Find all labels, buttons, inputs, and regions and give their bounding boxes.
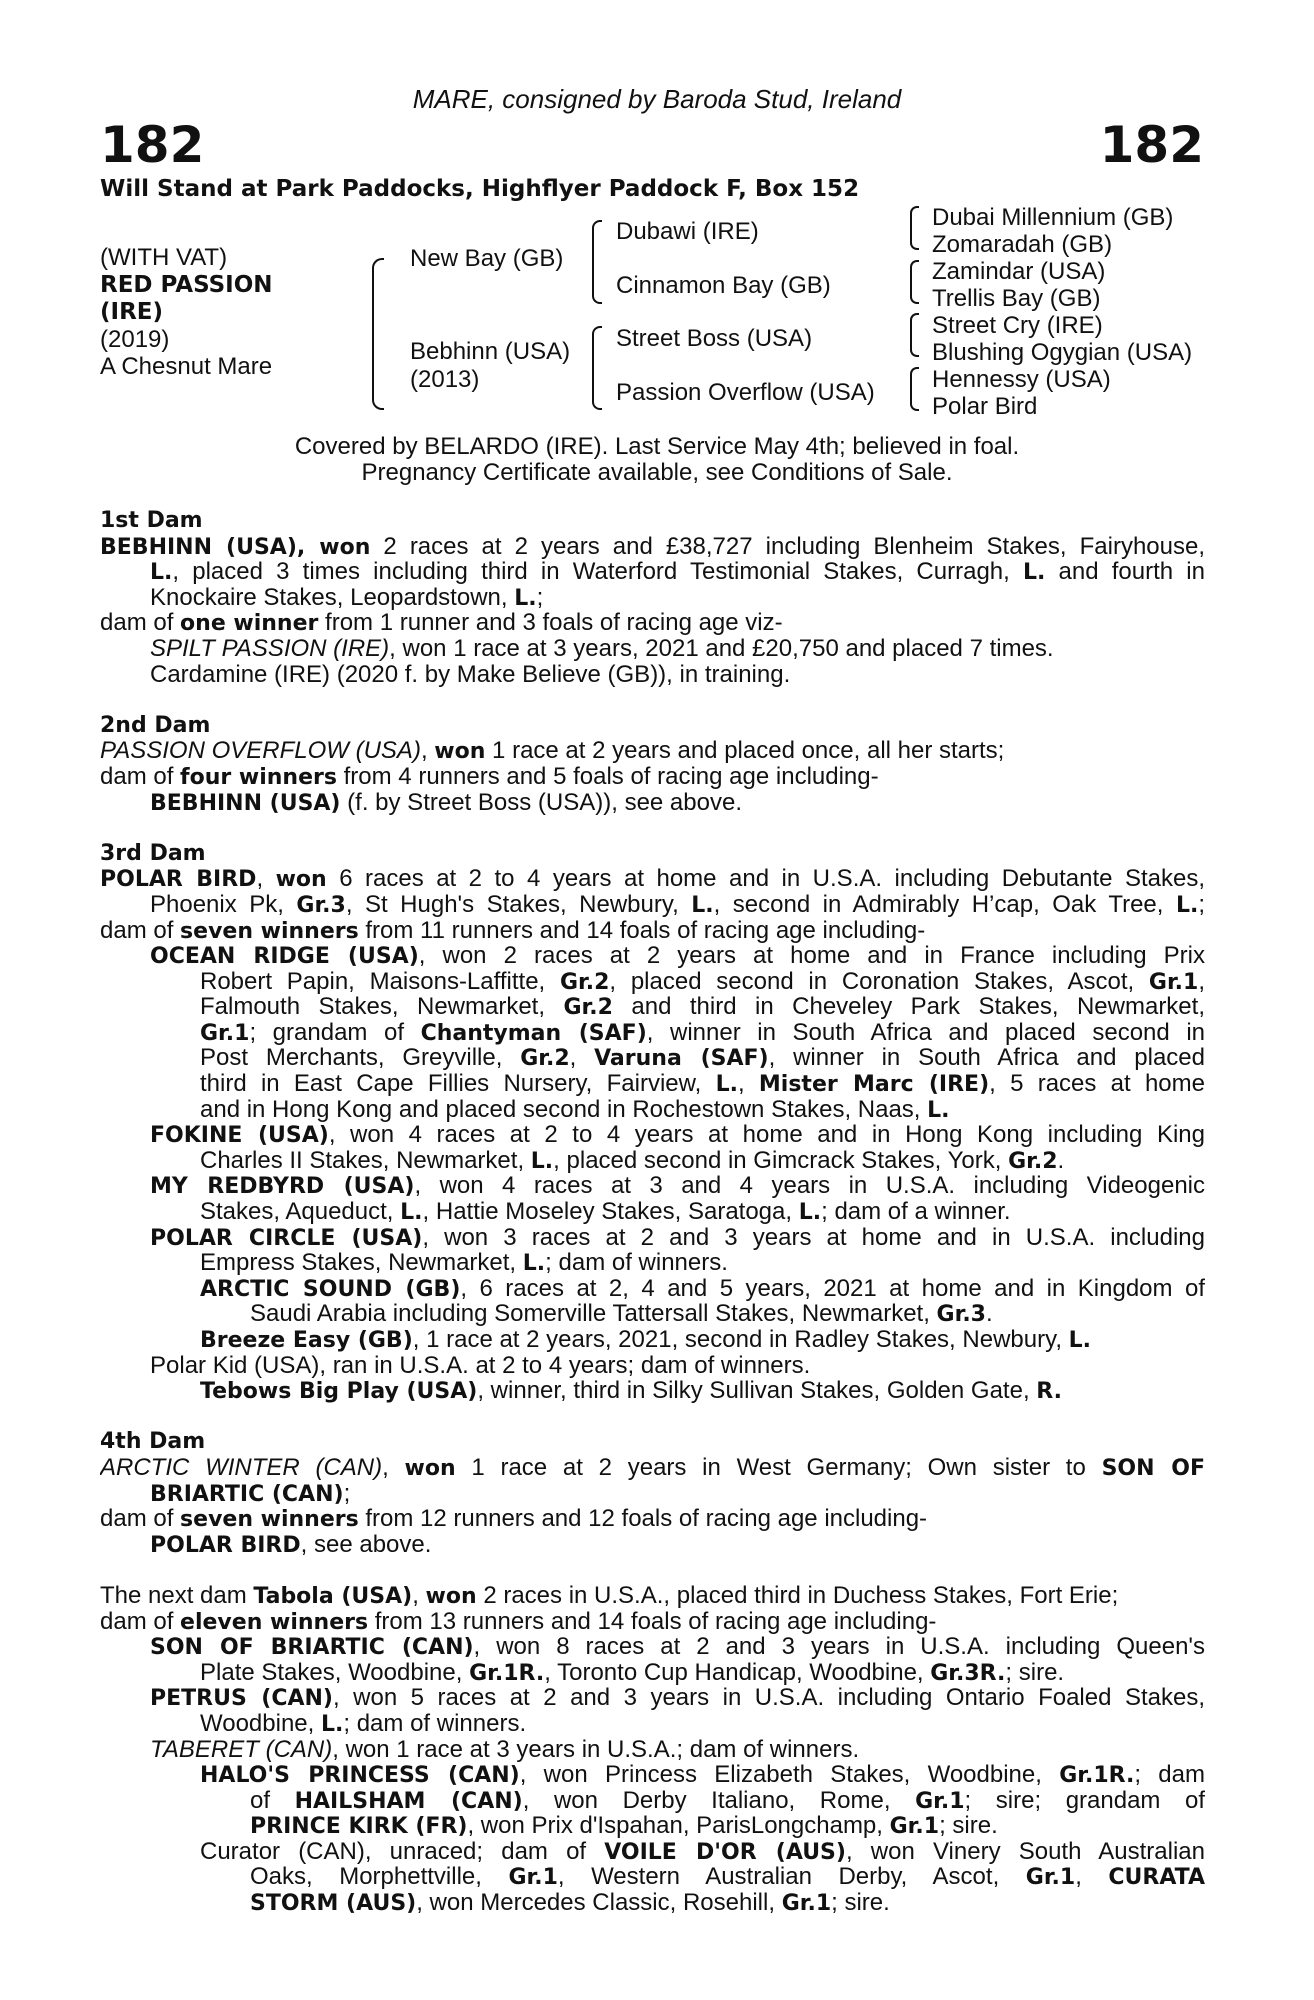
- lot-number-left: 182: [100, 116, 205, 174]
- nextdam-line: TABERET (CAN), won 1 race at 3 years in U.S.A.; dam of winners.: [150, 1736, 860, 1763]
- dam1-line: dam of one winner from 1 runner and 3 foals of racing age viz-: [100, 610, 783, 636]
- dam3-line: Phoenix Pk, Gr.3, St Hugh's Stakes, Newbury, L., second in Admirably H’cap, Oak Tree, L.;: [150, 891, 1205, 918]
- sire-sire: Dubawi (IRE): [616, 218, 759, 245]
- consigned-by: MARE, consigned by Baroda Stud, Ireland: [412, 84, 902, 114]
- horse-description: A Chesnut Mare: [100, 353, 273, 380]
- nextdam-line: Curator (CAN), unraced; dam of VOILE D'OR (AUS), won Vinery South Australian: [200, 1838, 1205, 1865]
- dam1-line: L., placed 3 times including third in Waterford Testimonial Stakes, Curragh, L. and fourth in: [150, 559, 1205, 585]
- covered-line1: Covered by BELARDO (IRE). Last Service May 4th; believed in foal.: [294, 433, 1020, 460]
- pedigree-brace-g2: [910, 260, 919, 304]
- dam-sire: Street Boss (USA): [616, 325, 813, 352]
- dam3-line: Saudi Arabia including Somerville Tattersall Stakes, Newmarket, Gr.3.: [250, 1301, 993, 1327]
- dam1-line: BEBHINN (USA), won 2 races at 2 years and £38,727 including Blenheim Stakes, Fairyhouse,: [100, 533, 1205, 560]
- dam3-line: Polar Kid (USA), ran in U.S.A. at 2 to 4 years; dam of winners.: [150, 1352, 811, 1379]
- nextdam-line: PRINCE KIRK (FR), won Prix d'Ispahan, ParisLongchamp, Gr.1; sire.: [250, 1813, 998, 1839]
- dam3-line: Stakes, Aqueduct, L., Hattie Moseley Stakes, Saratoga, L.; dam of a winner.: [200, 1199, 1011, 1225]
- dam3-line: third in East Cape Fillies Nursery, Fairview, L., Mister Marc (IRE), 5 races at home: [200, 1071, 1205, 1097]
- nextdam-line: dam of eleven winners from 13 runners and 14 foals of racing age including-: [100, 1608, 937, 1635]
- stand-location: Will Stand at Park Paddocks, Highflyer Paddock F, Box 152: [100, 176, 860, 202]
- pedigree-brace-g3: [910, 313, 919, 357]
- ancestor-1: Dubai Millennium (GB): [932, 204, 1174, 231]
- dam3-line: POLAR BIRD, won 6 races at 2 to 4 years at home and in U.S.A. including Debutante Stakes,: [100, 866, 1205, 892]
- dam3-line: Breeze Easy (GB), 1 race at 2 years, 2021, second in Radley Stakes, Newbury, L.: [200, 1327, 1092, 1353]
- nextdam-line: PETRUS (CAN), won 5 races at 2 and 3 years in U.S.A. including Ontario Foaled Stakes,: [150, 1685, 1205, 1711]
- ancestor-5: Street Cry (IRE): [932, 312, 1103, 339]
- covered-line2: Pregnancy Certificate available, see Conditions of Sale.: [361, 459, 953, 486]
- dam3-line: Charles II Stakes, Newmarket, L., placed second in Gimcrack Stakes, York, Gr.2.: [200, 1147, 1065, 1174]
- nextdam-line: Woodbine, L.; dam of winners.: [200, 1710, 527, 1737]
- dam: Bebhinn (USA): [410, 338, 571, 365]
- dam1-line: Knockaire Stakes, Leopardstown, L.;: [150, 584, 544, 611]
- dam3-line: FOKINE (USA), won 4 races at 2 to 4 years at home and in Hong Kong including King: [150, 1122, 1205, 1148]
- dam-year: (2013): [410, 366, 480, 393]
- dam3-line: MY REDBYRD (USA), won 4 races at 3 and 4 years in U.S.A. including Videogenic: [150, 1173, 1205, 1200]
- dam2-line: BEBHINN (USA) (f. by Street Boss (USA)), see above.: [150, 789, 742, 816]
- dam4-line: POLAR BIRD, see above.: [150, 1531, 432, 1558]
- section-heading-4th-dam: 4th Dam: [100, 1429, 206, 1455]
- ancestor-2: Zomaradah (GB): [932, 231, 1113, 258]
- dam3-line: dam of seven winners from 11 runners and 14 foals of racing age including-: [100, 917, 926, 944]
- horse-name-country: (IRE): [100, 299, 164, 325]
- dam3-line: Post Merchants, Greyville, Gr.2, Varuna (SAF), winner in South Africa and placed: [200, 1045, 1205, 1072]
- nextdam-line: SON OF BRIARTIC (CAN), won 8 races at 2 and 3 years in U.S.A. including Queen's: [150, 1634, 1205, 1660]
- dam3-line: Falmouth Stakes, Newmarket, Gr.2 and third in Cheveley Park Stakes, Newmarket,: [200, 994, 1205, 1020]
- dam3-line: and in Hong Kong and placed second in Rochestown Stakes, Naas, L.: [200, 1096, 950, 1123]
- pedigree-brace-sire: [592, 220, 602, 304]
- dam3-line: Gr.1; grandam of Chantyman (SAF), winner in South Africa and placed second in: [200, 1019, 1205, 1046]
- nextdam-line: The next dam Tabola (USA), won 2 races in U.S.A., placed third in Duchess Stakes, Fort Erie;: [100, 1582, 1119, 1609]
- section-heading-2nd-dam: 2nd Dam: [100, 712, 211, 738]
- lot-number-right: 182: [1099, 116, 1204, 174]
- produce-record: [100, 508, 1205, 1916]
- dam3-line: POLAR CIRCLE (USA), won 3 races at 2 and 3 years at home and in U.S.A. including: [150, 1224, 1205, 1251]
- dam3-line: Tebows Big Play (USA), winner, third in Silky Sullivan Stakes, Golden Gate, R.: [200, 1378, 1062, 1404]
- ancestor-6: Blushing Ogygian (USA): [932, 339, 1193, 366]
- dam3-line: Empress Stakes, Newmarket, L.; dam of winners.: [200, 1250, 728, 1276]
- ancestor-8: Polar Bird: [932, 393, 1038, 420]
- horse-name: RED PASSION: [100, 272, 273, 298]
- nextdam-line: of HAILSHAM (CAN), won Derby Italiano, Rome, Gr.1; sire; grandam of: [250, 1787, 1205, 1814]
- dam3-line: Robert Papin, Maisons-Laffitte, Gr.2, placed second in Coronation Stakes, Ascot, Gr.1,: [200, 968, 1205, 995]
- ancestor-3: Zamindar (USA): [932, 258, 1106, 285]
- dam-dam: Passion Overflow (USA): [616, 379, 875, 406]
- ancestor-7: Hennessy (USA): [932, 366, 1111, 393]
- dam4-line: dam of seven winners from 12 runners and 12 foals of racing age including-: [100, 1506, 928, 1532]
- dam4-line: BRIARTIC (CAN);: [150, 1480, 351, 1507]
- dam4-line: ARCTIC WINTER (CAN), won 1 race at 2 years in West Germany; Own sister to SON OF: [100, 1454, 1205, 1481]
- pedigree-brace-g1: [910, 206, 919, 250]
- pedigree-brace-g4: [910, 367, 919, 411]
- sire-dam: Cinnamon Bay (GB): [616, 272, 831, 299]
- nextdam-line: Plate Stakes, Woodbine, Gr.1R., Toronto Cup Handicap, Woodbine, Gr.3R.; sire.: [200, 1659, 1065, 1686]
- horse-year: (2019): [100, 326, 170, 353]
- dam2-line: dam of four winners from 4 runners and 5 foals of racing age including-: [100, 763, 879, 790]
- vat-note: (WITH VAT): [100, 244, 228, 271]
- ancestor-4: Trellis Bay (GB): [932, 285, 1101, 312]
- dam3-line: OCEAN RIDGE (USA), won 2 races at 2 years at home and in France including Prix: [150, 943, 1205, 969]
- section-heading-1st-dam: 1st Dam: [100, 508, 203, 533]
- sire: New Bay (GB): [410, 245, 564, 272]
- pedigree-brace-main: [372, 258, 384, 410]
- nextdam-line: HALO'S PRINCESS (CAN), won Princess Elizabeth Stakes, Woodbine, Gr.1R.; dam: [200, 1762, 1205, 1788]
- dam3-line: ARCTIC SOUND (GB), 6 races at 2, 4 and 5 years, 2021 at home and in Kingdom of: [200, 1275, 1205, 1302]
- nextdam-line: Oaks, Morphettville, Gr.1, Western Australian Derby, Ascot, Gr.1, CURATA: [250, 1864, 1205, 1891]
- dam2-line: PASSION OVERFLOW (USA), won 1 race at 2 years and placed once, all her starts;: [100, 738, 1005, 764]
- nextdam-line: STORM (AUS), won Mercedes Classic, Rosehill, Gr.1; sire.: [250, 1890, 890, 1916]
- dam1-line: Cardamine (IRE) (2020 f. by Make Believe (GB)), in training.: [150, 661, 791, 688]
- dam1-line: SPILT PASSION (IRE), won 1 race at 3 years, 2021 and £20,750 and placed 7 times.: [150, 635, 1054, 662]
- section-heading-3rd-dam: 3rd Dam: [100, 840, 206, 866]
- pedigree-brace-dam: [592, 326, 602, 410]
